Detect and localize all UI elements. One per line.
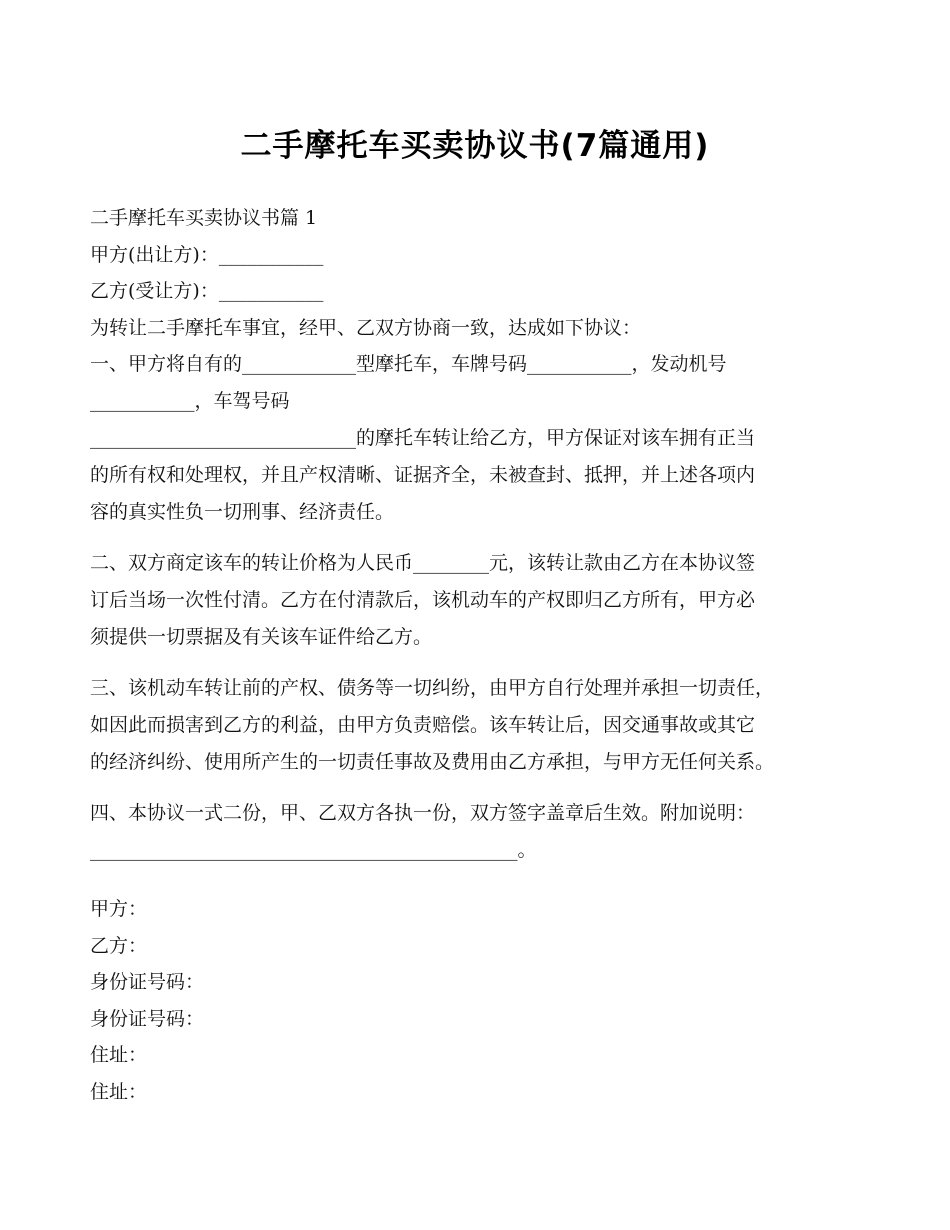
- signature-party-b: 乙方：: [90, 934, 148, 957]
- clause-4: [90, 795, 890, 869]
- paragraph-gap: [90, 781, 890, 795]
- clause-3-line: 三、该机动车转让前的产权、债务等一切纠纷，由甲方自行处理并承担一切责任，: [90, 677, 775, 699]
- clause-4-line: _____________________________________________。: [90, 839, 537, 861]
- paragraph-gap: [90, 869, 890, 891]
- signature-id-b: 身份证号码：: [90, 1007, 205, 1030]
- section-heading: 二手摩托车买卖协议书篇 1: [90, 207, 318, 229]
- clause-1-line: 一、甲方将自有的____________型摩托车，车牌号码___________，发动机号: [90, 353, 727, 375]
- clause-3: [90, 670, 890, 781]
- clause-1: [90, 346, 890, 531]
- signature-id-a: 身份证号码：: [90, 971, 205, 993]
- clause-2-line: 须提供一切票据及有关该车证件给乙方。: [90, 626, 433, 648]
- document-body: [90, 200, 890, 1110]
- signature-address-b: 住址：: [90, 1080, 148, 1103]
- signature-address-a: 住址：: [90, 1044, 148, 1066]
- clause-2: [90, 545, 890, 656]
- document-title: 二手摩托车买卖协议书(7篇通用): [240, 128, 710, 164]
- clause-2-line: 二、双方商定该车的转让价格为人民币________元，该转让款由乙方在本协议签: [90, 552, 756, 574]
- clause-1-line: ___________，车驾号码: [90, 390, 290, 412]
- paragraph-gap: [90, 656, 890, 670]
- clause-3-line: 如因此而损害到乙方的利益，由甲方负责赔偿。该车转让后，因交通事故或其它: [90, 714, 756, 736]
- party-b-line: 乙方(受让方)：___________: [90, 280, 324, 302]
- clause-3-line: 的经济纠纷、使用所产生的一切责任事故及费用由乙方承担，与甲方无任何关系。: [90, 751, 775, 773]
- clause-4-line: 四、本协议一式二份，甲、乙双方各执一份，双方签字盖章后生效。附加说明：: [90, 802, 756, 824]
- paragraph-gap: [90, 531, 890, 545]
- party-a-line: 甲方(出让方)：___________: [90, 243, 324, 266]
- clause-1-line: 容的真实性负一切刑事、经济责任。: [90, 501, 395, 523]
- signature-party-a: 甲方：: [90, 898, 148, 920]
- intro-line: 为转让二手摩托车事宜，经甲、乙双方协商一致，达成如下协议：: [90, 316, 642, 339]
- signature-block: [90, 891, 890, 1110]
- clause-2-line: 订后当场一次性付清。乙方在付清款后，该机动车的产权即归乙方所有，甲方必: [90, 589, 756, 611]
- clause-1-line: 的所有权和处理权，并且产权清晰、证据齐全，未被查封、抵押，并上述各项内: [90, 464, 756, 486]
- clause-1-line: ____________________________的摩托车转让给乙方，甲方保证对该车拥有正当: [90, 427, 756, 449]
